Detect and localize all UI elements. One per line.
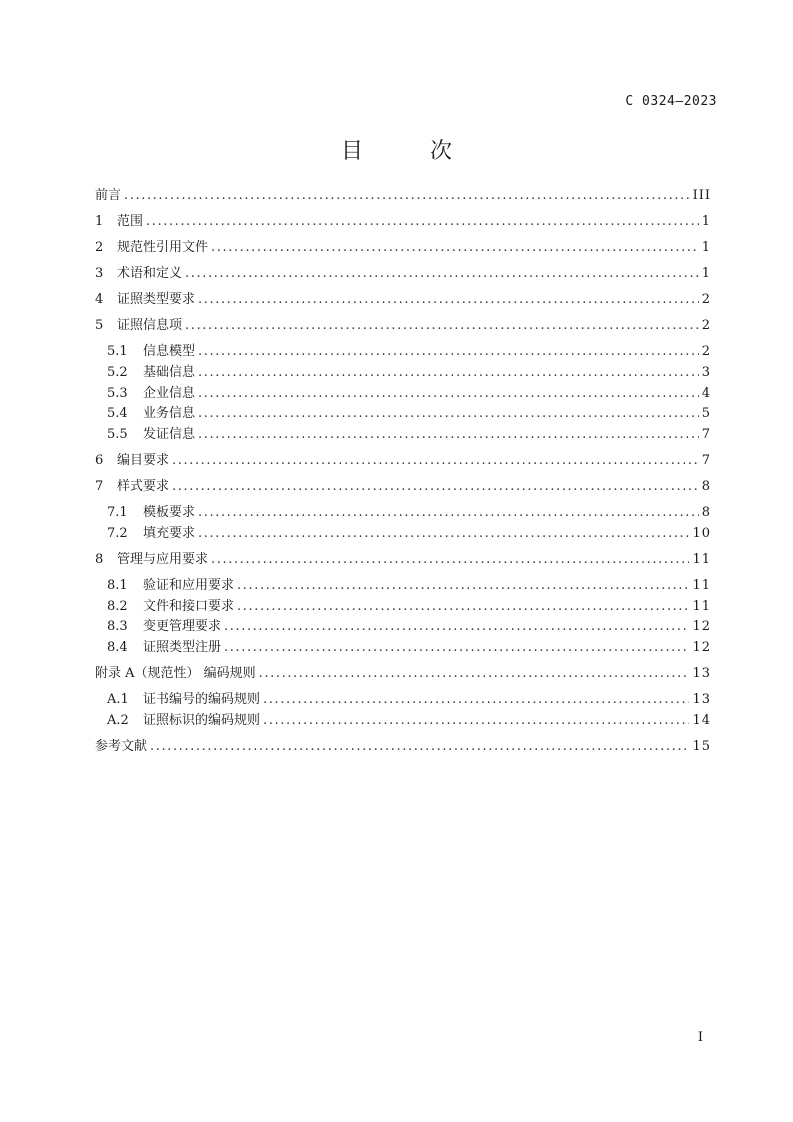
toc-entry-page: 11 bbox=[692, 551, 711, 567]
toc-entry-page: 10 bbox=[692, 525, 711, 541]
toc-entry-page: 1 bbox=[701, 265, 711, 281]
toc-entry-text: 编目要求 bbox=[117, 453, 170, 469]
toc-leader-dots bbox=[172, 477, 699, 498]
toc-entry-8[interactable] bbox=[95, 550, 711, 571]
toc-entry-page: 12 bbox=[692, 640, 711, 656]
toc-leader-dots bbox=[198, 363, 699, 384]
toc-entry-text: 填充要求 bbox=[143, 525, 196, 541]
toc-entry-page: 4 bbox=[701, 385, 711, 401]
toc-leader-dots bbox=[150, 737, 689, 758]
toc-entry-page: 14 bbox=[692, 712, 711, 728]
toc-entry-number: 5.4 bbox=[107, 406, 128, 422]
toc-entry-text: 证照类型要求 bbox=[117, 291, 196, 307]
toc-entry-number: 3 bbox=[95, 265, 104, 281]
toc-entry-page: 7 bbox=[701, 453, 711, 469]
toc-entry-text: 发证信息 bbox=[143, 427, 196, 443]
toc-leader-dots bbox=[224, 638, 689, 659]
toc-leader-dots bbox=[172, 451, 699, 472]
toc-entry-a-1[interactable] bbox=[95, 690, 711, 711]
toc-entry-a-2[interactable] bbox=[95, 711, 711, 732]
toc-entry-page: 2 bbox=[701, 317, 711, 333]
toc-entry-number: 7.2 bbox=[107, 525, 128, 541]
toc-leader-dots bbox=[198, 342, 699, 363]
toc-entry-number: 8.3 bbox=[107, 619, 128, 635]
toc-entry-number: A.2 bbox=[107, 712, 129, 728]
toc-leader-dots bbox=[198, 425, 699, 446]
table-of-contents bbox=[95, 186, 711, 758]
toc-entry-8-4[interactable] bbox=[95, 638, 711, 659]
toc-entry-text: 验证和应用要求 bbox=[143, 577, 235, 593]
toc-entry-1[interactable] bbox=[95, 212, 711, 233]
toc-entry-page: III bbox=[692, 188, 711, 203]
toc-entry-4[interactable] bbox=[95, 290, 711, 311]
toc-entry-8-2[interactable] bbox=[95, 597, 711, 618]
toc-entry-number: 5.2 bbox=[107, 364, 128, 380]
toc-entry-text: 文件和接口要求 bbox=[143, 598, 235, 614]
toc-leader-dots bbox=[185, 264, 699, 285]
toc-entry-text: 附录 A（规范性） 编码规则 bbox=[95, 666, 256, 682]
toc-leader-dots bbox=[124, 186, 690, 207]
toc-entry-text: 证照标识的编码规则 bbox=[143, 712, 261, 728]
toc-leader-dots bbox=[263, 690, 689, 711]
toc-entry-foreword[interactable] bbox=[95, 186, 711, 207]
toc-entry-7[interactable] bbox=[95, 477, 711, 498]
toc-leader-dots bbox=[198, 503, 699, 524]
toc-entry-text: 规范性引用文件 bbox=[117, 239, 209, 255]
toc-entry-number: 8.4 bbox=[107, 640, 128, 656]
toc-entry-7-2[interactable] bbox=[95, 524, 711, 545]
toc-entry-text: 证照信息项 bbox=[117, 317, 183, 333]
toc-entry-text: 参考文献 bbox=[95, 738, 148, 754]
toc-entry-page: 12 bbox=[692, 619, 711, 635]
toc-entry-5-2[interactable] bbox=[95, 363, 711, 384]
toc-leader-dots bbox=[146, 212, 699, 233]
toc-entry-number: 7 bbox=[95, 479, 104, 495]
toc-entry-page: 11 bbox=[692, 598, 711, 614]
toc-entry-text: 变更管理要求 bbox=[143, 619, 222, 635]
toc-entry-page: 1 bbox=[701, 213, 711, 229]
toc-entry-3[interactable] bbox=[95, 264, 711, 285]
toc-leader-dots bbox=[198, 524, 689, 545]
toc-entry-8-3[interactable] bbox=[95, 617, 711, 638]
toc-entry-number: 7.1 bbox=[107, 505, 128, 521]
toc-entry-number: 6 bbox=[95, 453, 104, 469]
toc-entry-5-3[interactable] bbox=[95, 384, 711, 405]
toc-leader-dots bbox=[198, 290, 699, 311]
toc-leader-dots bbox=[259, 664, 690, 685]
toc-entry-5[interactable] bbox=[95, 316, 711, 337]
toc-leader-dots bbox=[198, 404, 699, 425]
toc-entry-5-5[interactable] bbox=[95, 425, 711, 446]
toc-entry-number: 5.3 bbox=[107, 385, 128, 401]
toc-entry-5-4[interactable] bbox=[95, 404, 711, 425]
toc-entry-7-1[interactable] bbox=[95, 503, 711, 524]
toc-entry-page: 15 bbox=[692, 738, 711, 754]
toc-entry-page: 13 bbox=[692, 692, 711, 708]
toc-entry-text: 前言 bbox=[95, 188, 122, 203]
toc-leader-dots bbox=[237, 576, 689, 597]
toc-entry-text: 基础信息 bbox=[143, 364, 196, 380]
toc-entry-text: 术语和定义 bbox=[117, 265, 183, 281]
toc-entry-appendix-a[interactable] bbox=[95, 664, 711, 685]
page-number: I bbox=[697, 1030, 703, 1045]
toc-entry-text: 企业信息 bbox=[143, 385, 196, 401]
toc-entry-number: 4 bbox=[95, 291, 104, 307]
toc-entry-number: 8.2 bbox=[107, 598, 128, 614]
toc-entry-page: 11 bbox=[692, 577, 711, 593]
toc-entry-text: 信息模型 bbox=[143, 343, 196, 359]
toc-entry-number: 8.1 bbox=[107, 577, 128, 593]
toc-leader-dots bbox=[211, 238, 699, 259]
toc-entry-text: 证书编号的编码规则 bbox=[143, 692, 261, 708]
toc-entry-page: 5 bbox=[701, 406, 711, 422]
toc-entry-page: 2 bbox=[701, 343, 711, 359]
document-code: C 0324—2023 bbox=[625, 94, 717, 109]
toc-title: 目 次 bbox=[341, 139, 482, 164]
toc-entry-text: 模板要求 bbox=[143, 505, 196, 521]
toc-entry-number: 5 bbox=[95, 317, 104, 333]
toc-entry-text: 管理与应用要求 bbox=[117, 551, 209, 567]
toc-leader-dots bbox=[185, 316, 699, 337]
toc-entry-number: 2 bbox=[95, 239, 104, 255]
toc-entry-page: 7 bbox=[701, 427, 711, 443]
toc-entry-number: 5.1 bbox=[107, 343, 128, 359]
toc-entry-number: 1 bbox=[95, 213, 104, 229]
toc-entry-references[interactable] bbox=[95, 737, 711, 758]
toc-entry-number: 8 bbox=[95, 551, 104, 567]
toc-entry-2[interactable] bbox=[95, 238, 711, 259]
toc-entry-text: 样式要求 bbox=[117, 479, 170, 495]
toc-entry-text: 证照类型注册 bbox=[143, 640, 222, 656]
toc-entry-page: 2 bbox=[701, 291, 711, 307]
toc-entry-6[interactable] bbox=[95, 451, 711, 472]
toc-entry-page: 3 bbox=[701, 364, 711, 380]
toc-entry-page: 13 bbox=[692, 666, 711, 682]
toc-entry-5-1[interactable] bbox=[95, 342, 711, 363]
toc-leader-dots bbox=[224, 617, 689, 638]
toc-leader-dots bbox=[237, 597, 689, 618]
toc-leader-dots bbox=[211, 550, 689, 571]
toc-entry-text: 范围 bbox=[117, 213, 144, 229]
toc-entry-8-1[interactable] bbox=[95, 576, 711, 597]
toc-leader-dots bbox=[198, 384, 699, 405]
toc-entry-number: 5.5 bbox=[107, 427, 128, 443]
toc-entry-text: 业务信息 bbox=[143, 406, 196, 422]
toc-entry-page: 8 bbox=[701, 505, 711, 521]
toc-leader-dots bbox=[263, 711, 689, 732]
toc-entry-number: A.1 bbox=[107, 692, 129, 708]
toc-entry-page: 8 bbox=[701, 479, 711, 495]
toc-entry-page: 1 bbox=[701, 239, 711, 255]
